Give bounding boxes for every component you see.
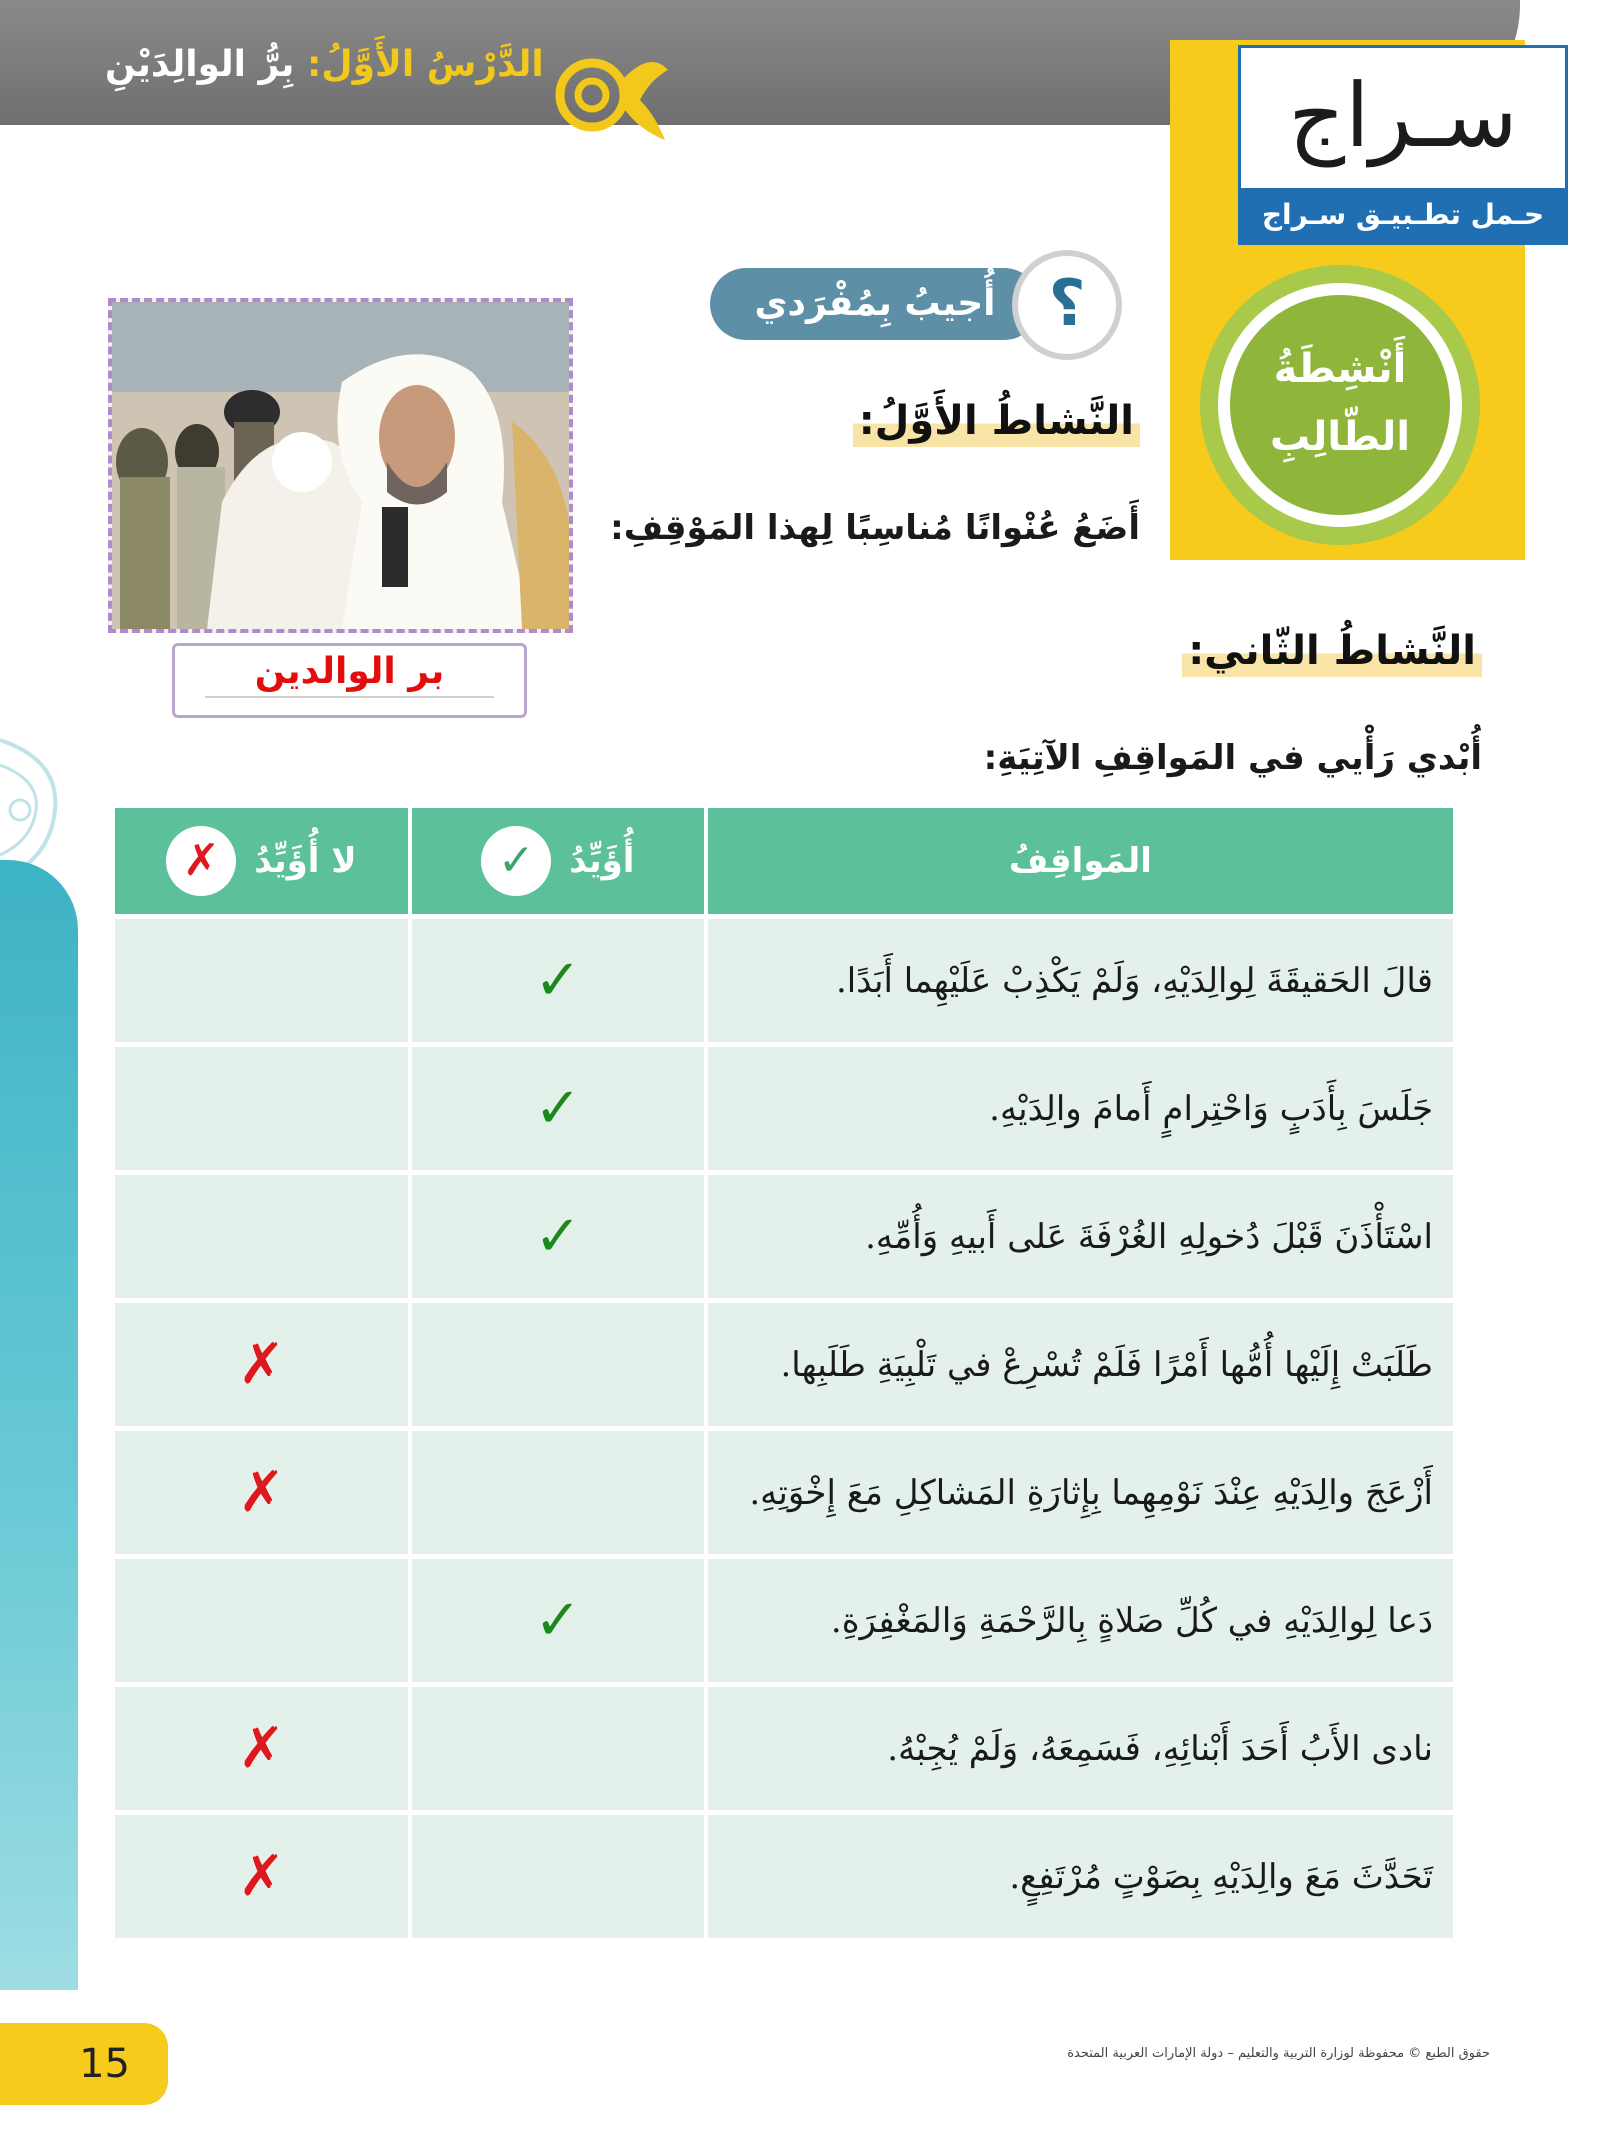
activity-1-heading: النَّشاطُ الأَوَّلُ: [853, 395, 1140, 447]
activity-2-instruction: أُبْدي رَأْيي في المَواقِفِ الآتِيَةِ: [983, 738, 1482, 778]
title-answer-text: بر الوالدين [254, 651, 445, 692]
situation-text: طَلَبَتْ إِلَيْها أُمُّها أَمْرًا فَلَمْ تُسْرِعْ في تَلْبِيَةِ طَلَبِها. [708, 1298, 1453, 1426]
lesson-label: الدَّرْسُ الأَوَّلُ: [307, 44, 544, 85]
table-row [115, 914, 1453, 1042]
table-row [115, 1810, 1453, 1938]
brand-tagline: حـمل تطـبيـق سـراج [1241, 188, 1565, 242]
agree-cell[interactable] [412, 1426, 708, 1554]
table-row [115, 1042, 1453, 1170]
table-row [115, 1426, 1453, 1554]
title-answer-field[interactable] [172, 643, 527, 718]
question-mark-icon: ؟ [1012, 250, 1122, 360]
answer-underline [205, 696, 494, 698]
agree-cell[interactable]: ✓ [412, 914, 708, 1042]
situation-text: تَحَدَّثَ مَعَ والِدَيْهِ بِصَوْتٍ مُرْتَفِعٍ. [708, 1810, 1453, 1938]
situation-photo [108, 298, 573, 633]
lesson-title [105, 40, 544, 90]
disagree-cell[interactable] [115, 1042, 412, 1170]
swirl-ornament-icon [550, 40, 680, 150]
situation-text: اسْتَأْذَنَ قَبْلَ دُخولِهِ الغُرْفَةَ عَلى أَبيهِ وَأُمِّهِ. [708, 1170, 1453, 1298]
disagree-cell[interactable]: ✗ [115, 1682, 412, 1810]
disagree-cell[interactable]: ✗ [115, 1426, 412, 1554]
header-situations: المَواقِفُ [708, 808, 1453, 914]
activity-2-heading: النَّشاطُ الثّاني: [1182, 625, 1482, 677]
situation-text: نادى الأَبُ أَحَدَ أَبْنائِهِ، فَسَمِعَهُ، وَلَمْ يُجِبْهُ. [708, 1682, 1453, 1810]
agree-cell[interactable] [412, 1682, 708, 1810]
copyright-notice: حقوق الطبع © محفوظة لوزارة التربية والتعليم – دولة الإمارات العربية المتحدة [1067, 2046, 1490, 2061]
disagree-cell[interactable]: ✗ [115, 1810, 412, 1938]
lesson-name: بِرُّ الوالِدَيْنِ [105, 44, 295, 85]
answer-individually-label: أُجيبُ بِمُفْرَدي [710, 268, 1040, 340]
agree-cell[interactable]: ✓ [412, 1554, 708, 1682]
cross-circle-icon: ✗ [166, 826, 236, 896]
table-row [115, 1554, 1453, 1682]
situation-text: دَعا لِوالِدَيْهِ في كُلِّ صَلاةٍ بِالرَّحْمَةِ وَالمَغْفِرَةِ. [708, 1554, 1453, 1682]
agree-cell[interactable]: ✓ [412, 1042, 708, 1170]
header-disagree-label: لا أُؤَيِّدُ [254, 841, 357, 881]
agree-cell[interactable]: ✓ [412, 1170, 708, 1298]
header-agree-label: أُؤَيِّدُ [569, 841, 635, 881]
agree-cell[interactable] [412, 1810, 708, 1938]
disagree-cell[interactable] [115, 914, 412, 1042]
header-agree [412, 808, 708, 914]
opinion-table [115, 808, 1453, 1938]
photo-illustration [112, 302, 569, 629]
badge-line-2: الطّالِبِ [1269, 414, 1411, 460]
brand-box[interactable] [1238, 45, 1568, 245]
agree-cell[interactable] [412, 1298, 708, 1426]
header-disagree [115, 808, 412, 914]
teal-side-band [0, 860, 78, 1990]
situation-text: قالَ الحَقيقَةَ لِوالِدَيْهِ، وَلَمْ يَكْذِبْ عَلَيْهِما أَبَدًا. [708, 914, 1453, 1042]
student-activities-badge [1200, 265, 1480, 545]
brand-logo: سـراج [1288, 64, 1518, 167]
situation-text: جَلَسَ بِأَدَبٍ وَاحْتِرامٍ أَمامَ والِدَيْهِ. [708, 1042, 1453, 1170]
table-header-row [115, 808, 1453, 914]
page-number: 15 [0, 2023, 168, 2105]
table-row [115, 1298, 1453, 1426]
check-circle-icon: ✓ [481, 826, 551, 896]
table-row [115, 1682, 1453, 1810]
badge-line-1: أَنْشِطَةُ [1273, 346, 1407, 392]
situation-text: أَزْعَجَ والِدَيْهِ عِنْدَ نَوْمِهِما بِإِثارَةِ المَشاكِلِ مَعَ إِخْوَتِهِ. [708, 1426, 1453, 1554]
activity-1-instruction: أَضَعُ عُنْوانًا مُناسِبًا لِهذا المَوْقِفِ: [610, 508, 1140, 548]
disagree-cell[interactable] [115, 1554, 412, 1682]
table-row [115, 1170, 1453, 1298]
disagree-cell[interactable] [115, 1170, 412, 1298]
disagree-cell[interactable]: ✗ [115, 1298, 412, 1426]
